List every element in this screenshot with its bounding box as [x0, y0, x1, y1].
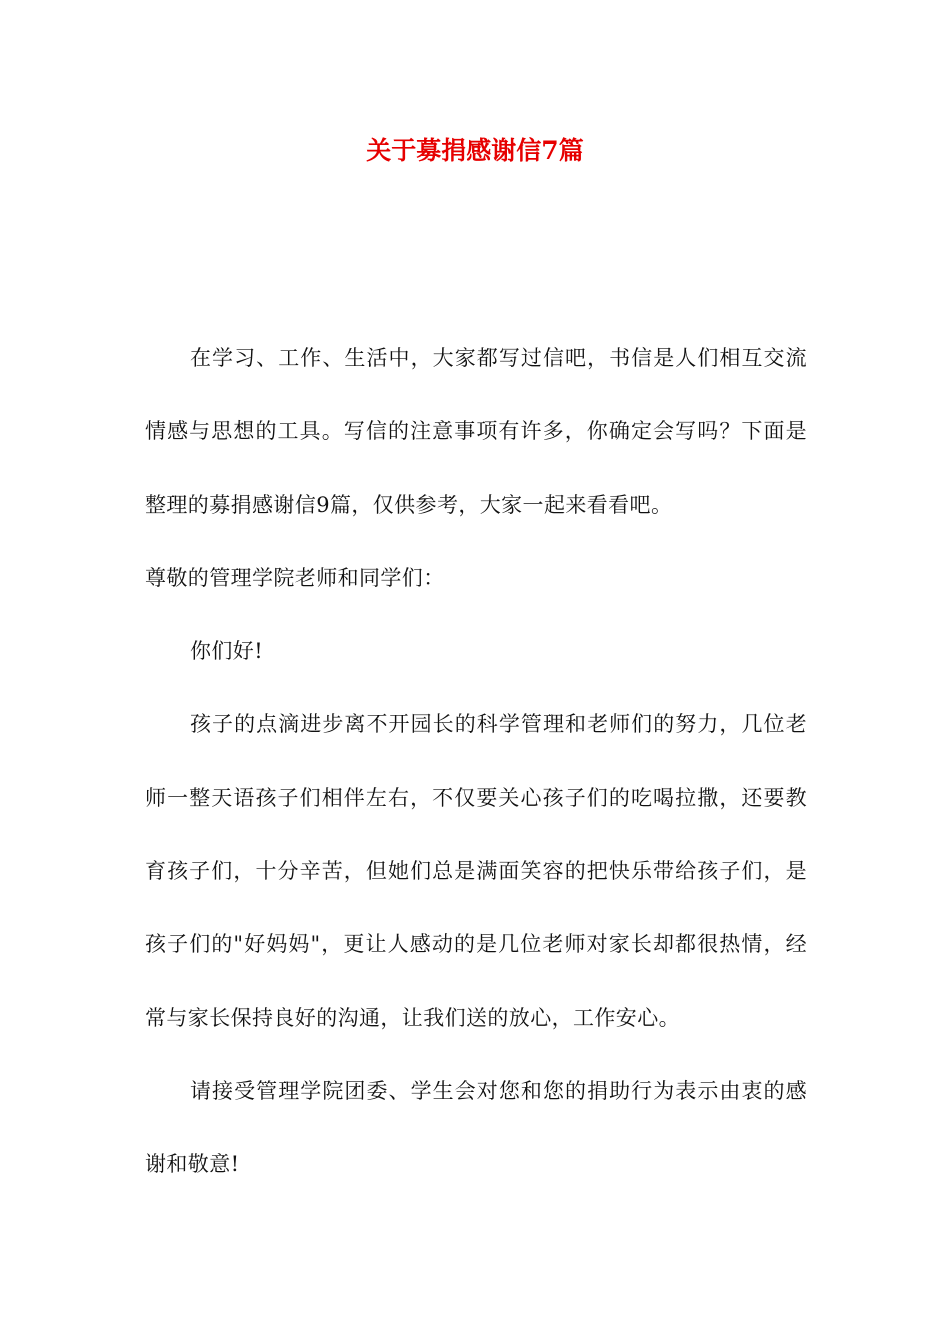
document-body	[145, 322, 807, 1202]
greeting: 你们好!	[190, 639, 264, 664]
closing-paragraph: 请接受管理学院团委、学生会对您和您的捐助行为表示由衷的感谢和敬意!	[145, 1078, 807, 1177]
salutation: 尊敬的管理学院老师和同学们：	[145, 565, 445, 590]
body-paragraph: 孩子的点滴进步离不开园长的科学管理和老师们的努力，几位老师一整天语孩子们相伴左右，不仅要关心孩子们的吃喝拉撒，还要教育孩子们，十分辛苦，但她们总是满面笑容的把快乐带给孩子们，是孩子们的"好妈妈"，更让人感动的是几位老师对家长却都很热情，经常与家长保持良好的沟通，让我们送的放心，工作安心。	[145, 712, 807, 1030]
intro-paragraph: 在学习、工作、生活中，大家都写过信吧，书信是人们相互交流情感与思想的工具。写信的注意事项有许多，你确定会写吗？下面是整理的募捐感谢信9篇，仅供参考，大家一起来看看吧。	[145, 346, 807, 517]
document-title: 关于募捐感谢信7篇	[366, 136, 584, 165]
